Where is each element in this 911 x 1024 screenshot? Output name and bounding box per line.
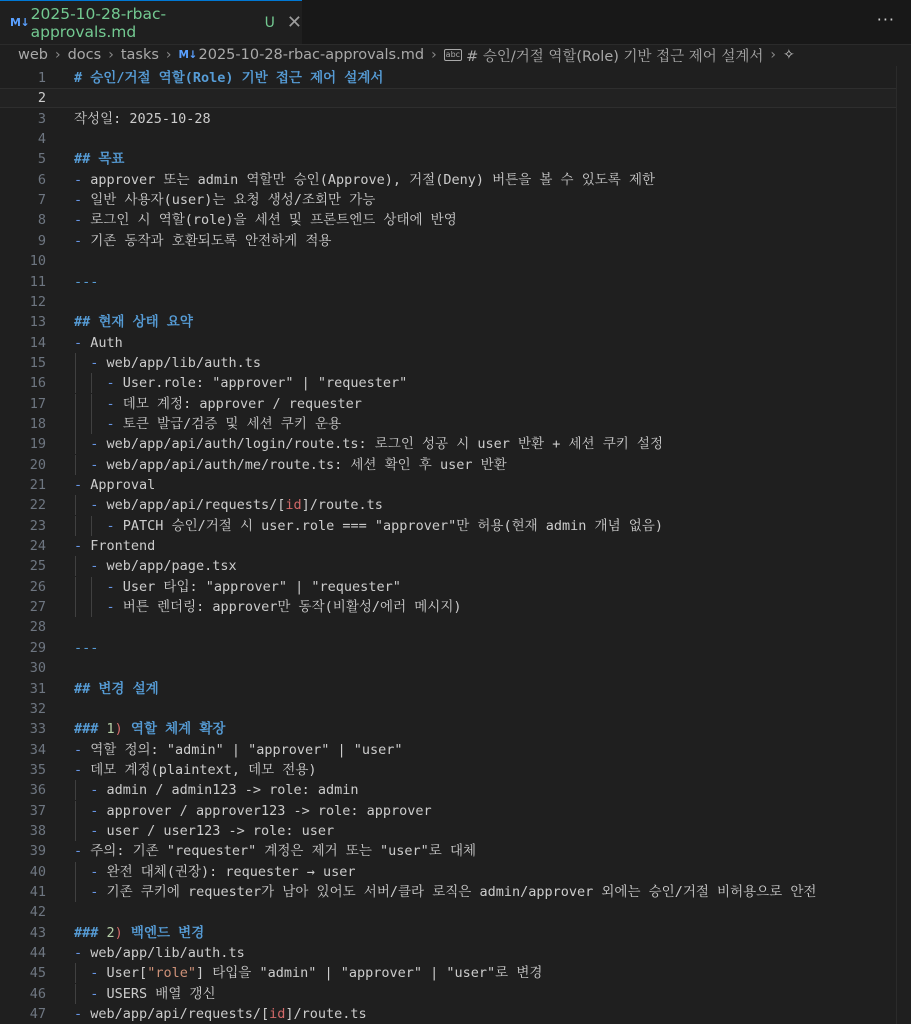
line-number: 32 <box>29 700 46 717</box>
token: ## 현재 상태 요약 <box>74 314 193 331</box>
token: - <box>106 578 115 595</box>
token: 토큰 발급/검증 및 세션 쿠키 운용 <box>114 415 342 432</box>
code-line[interactable] <box>0 719 897 739</box>
token: - <box>74 945 83 962</box>
line-text <box>74 862 355 882</box>
line-number: 47 <box>29 1006 46 1023</box>
token: - <box>106 395 115 412</box>
token: 데모 계정: approver / requester <box>114 395 362 412</box>
line-number: 38 <box>29 822 46 839</box>
code-line[interactable] <box>0 251 897 271</box>
token: - <box>74 212 83 229</box>
line-number: 45 <box>29 965 46 982</box>
line-number: 15 <box>29 354 46 371</box>
code-line[interactable] <box>0 210 897 230</box>
line-number: 33 <box>29 721 46 738</box>
line-text <box>74 272 98 292</box>
more-actions-icon[interactable]: ··· <box>876 10 895 29</box>
line-text <box>74 373 407 393</box>
chevron-right-icon: › <box>165 47 172 63</box>
line-text <box>74 455 507 475</box>
line-text <box>74 536 155 556</box>
token: Auth <box>82 334 123 351</box>
token: 기존 동작과 호환되도록 안전하게 적용 <box>82 232 332 249</box>
code-line[interactable] <box>0 556 897 576</box>
token: 2 <box>106 924 115 941</box>
line-number: 35 <box>29 761 46 778</box>
token: web/app/api/auth/login/route.ts: 로그인 성공 시 user 반환 + 세션 쿠키 설정 <box>98 436 663 453</box>
line-number: 17 <box>29 395 46 412</box>
code-line[interactable] <box>0 434 897 454</box>
token: - <box>90 436 99 453</box>
code-line[interactable] <box>0 801 897 821</box>
line-number: 14 <box>29 334 46 351</box>
breadcrumb <box>0 44 911 66</box>
code-line[interactable] <box>0 699 897 719</box>
breadcrumb-item-tasks[interactable]: tasks <box>120 47 159 63</box>
vertical-scrollbar[interactable] <box>896 66 911 1024</box>
token <box>74 396 107 412</box>
code-line[interactable] <box>0 577 897 597</box>
token: - <box>106 375 115 392</box>
token: - <box>90 456 99 473</box>
token <box>74 558 90 574</box>
token: - <box>90 558 99 575</box>
token: - <box>90 965 99 982</box>
token: 1 <box>106 721 115 738</box>
token: "role" <box>147 965 196 982</box>
token: Approval <box>82 477 156 493</box>
breadcrumb-item-docs[interactable]: docs <box>67 47 102 63</box>
token <box>74 579 107 595</box>
line-number: 44 <box>29 945 46 962</box>
token: ## 목표 <box>74 151 125 168</box>
token <box>74 497 90 513</box>
line-number: 9 <box>37 232 46 249</box>
token: - <box>74 232 83 249</box>
token: - <box>106 599 115 616</box>
token: - <box>74 538 83 555</box>
token: User[ <box>98 965 148 982</box>
chevron-right-icon: › <box>54 47 61 63</box>
token: approver / approver123 -> role: approver <box>98 802 432 819</box>
line-number: 25 <box>29 558 46 575</box>
line-number: 13 <box>29 314 46 331</box>
token <box>74 599 107 615</box>
code-line[interactable] <box>0 923 897 943</box>
tab-filename[interactable]: 2025-10-28-rbac-approvals.md <box>30 4 167 41</box>
token: PATCH 승인/거절 시 user.role === "approver"만 허용(현재 admin 개념 없음) <box>114 517 663 534</box>
code-line[interactable] <box>0 190 897 210</box>
code-line[interactable] <box>0 292 897 312</box>
line-text <box>74 597 461 617</box>
code-line[interactable] <box>0 88 897 108</box>
token: 백엔드 변경 <box>122 924 205 941</box>
token: - <box>74 843 83 860</box>
line-text <box>74 923 204 943</box>
code-line[interactable] <box>0 617 897 637</box>
code-line[interactable] <box>0 516 897 536</box>
token: web/app/api/requests/[ <box>82 1006 270 1023</box>
code-line[interactable] <box>0 821 897 841</box>
token: ]/route.ts <box>301 497 383 514</box>
line-text <box>74 475 155 495</box>
line-number: 19 <box>29 436 46 453</box>
code-line[interactable] <box>0 658 897 678</box>
code-line[interactable] <box>0 68 897 88</box>
token: - <box>90 782 99 799</box>
token: web/app/page.tsx <box>98 558 237 575</box>
token: ) <box>114 721 123 738</box>
line-number: 30 <box>29 660 46 677</box>
line-text <box>74 68 383 88</box>
line-number: 41 <box>29 884 46 900</box>
line-text <box>74 760 317 780</box>
line-number: 22 <box>29 497 46 514</box>
token: - <box>90 884 99 900</box>
line-text <box>74 434 663 454</box>
line-text <box>74 353 261 373</box>
code-line[interactable] <box>0 272 897 292</box>
code-line[interactable] <box>0 394 897 414</box>
line-number: 46 <box>29 985 46 1002</box>
code-line[interactable] <box>0 963 897 983</box>
token: 역할 체계 확장 <box>122 721 226 738</box>
line-number: 36 <box>29 782 46 799</box>
token: 버튼 렌더링: approver만 동작(비활성/에러 메시지) <box>114 599 462 616</box>
token: - <box>74 477 83 493</box>
token <box>74 803 90 819</box>
line-number: 10 <box>29 253 46 270</box>
code-line[interactable] <box>0 1004 897 1024</box>
token: User.role: "approver" | "requester" <box>114 375 408 392</box>
token: - <box>90 985 99 1002</box>
token <box>74 782 90 798</box>
line-text <box>74 516 663 536</box>
chevron-right-icon: › <box>108 47 114 63</box>
token: - <box>74 334 83 351</box>
code-line[interactable] <box>0 638 897 658</box>
markdown-icon: M↓ <box>178 49 197 61</box>
token: web/app/lib/auth.ts <box>98 354 261 371</box>
token <box>74 355 90 371</box>
line-number: 6 <box>37 171 46 188</box>
line-text <box>74 943 245 963</box>
line-text <box>74 984 216 1004</box>
token: 데모 계정(plaintext, 데모 전용) <box>82 761 317 778</box>
token: User 타입: "approver" | "requester" <box>114 578 401 595</box>
line-number: 31 <box>29 680 46 697</box>
token <box>74 986 90 1002</box>
breadcrumb-item-symbol[interactable]: # 승인/거절 역할(Role) 기반 접근 제어 설계서 <box>466 48 764 65</box>
token: - <box>90 802 99 819</box>
editor-area[interactable] <box>0 66 911 1024</box>
line-number: 28 <box>29 619 46 636</box>
token: ### <box>74 721 107 738</box>
line-text <box>74 719 225 739</box>
line-text <box>74 821 334 841</box>
token: --- <box>74 639 99 656</box>
code-line[interactable] <box>0 475 897 495</box>
line-number: 29 <box>29 639 46 656</box>
token <box>74 864 90 880</box>
code-line[interactable] <box>0 455 897 475</box>
token <box>74 965 90 981</box>
line-text <box>74 801 432 821</box>
token: - <box>74 741 83 758</box>
chevron-right-icon: › <box>431 47 437 63</box>
code-line[interactable] <box>0 333 897 353</box>
token: 일반 사용자(user)는 요청 생성/조회만 가능 <box>82 192 376 209</box>
code-line[interactable] <box>0 170 897 190</box>
line-text <box>74 190 375 210</box>
token: id <box>269 1006 286 1023</box>
line-text <box>74 149 124 169</box>
line-number: 40 <box>29 863 46 880</box>
token: - <box>74 1006 83 1023</box>
line-number: 5 <box>37 151 46 168</box>
token: approver 또는 admin 역할만 승인(Approve), 거절(Deny) 버튼을 볼 수 있도록 제한 <box>82 171 656 188</box>
line-text <box>74 882 816 902</box>
token: id <box>285 497 302 514</box>
line-number: 24 <box>29 538 46 555</box>
code-line[interactable] <box>0 597 897 617</box>
editor-tab[interactable] <box>0 0 302 44</box>
line-text <box>74 679 159 699</box>
token: web/app/lib/auth.ts <box>82 945 245 962</box>
token: - <box>90 354 99 371</box>
token: ] 타입을 "admin" | "approver" | "user"로 변경 <box>195 965 543 982</box>
code-line[interactable] <box>0 536 897 556</box>
line-number: 21 <box>29 477 46 493</box>
code-line[interactable] <box>0 149 897 169</box>
token: 로그인 시 역할(role)을 세션 및 프론트엔드 상태에 반영 <box>82 212 457 229</box>
line-text <box>74 333 123 353</box>
token: admin / admin123 -> role: admin <box>98 782 359 799</box>
line-text <box>74 170 655 190</box>
code-line[interactable] <box>0 129 897 149</box>
token: ## 변경 설계 <box>74 680 159 697</box>
line-text <box>74 1004 367 1024</box>
line-number: 18 <box>29 415 46 432</box>
code-line[interactable] <box>0 984 897 1004</box>
line-number: 37 <box>29 802 46 819</box>
breadcrumb-item-web[interactable]: web <box>18 47 48 63</box>
token: ]/route.ts <box>285 1006 367 1023</box>
token: 완전 대체(권장): requester → user <box>98 863 356 880</box>
line-number: 27 <box>29 599 46 616</box>
tab-bar <box>0 0 911 45</box>
token: USERS 배열 갱신 <box>98 985 216 1002</box>
line-number: 3 <box>37 110 46 127</box>
line-text <box>74 495 383 515</box>
line-text <box>74 963 542 983</box>
line-number: 39 <box>29 843 46 860</box>
token <box>74 884 90 900</box>
token: - <box>74 192 83 209</box>
token <box>74 375 107 391</box>
line-text <box>74 210 457 230</box>
token <box>74 457 90 473</box>
token: - <box>90 497 99 514</box>
token: user / user123 -> role: user <box>98 822 335 839</box>
token: # 승인/거절 역할(Role) 기반 접근 제어 설계서 <box>74 70 384 86</box>
line-number: 20 <box>29 456 46 473</box>
code-line[interactable] <box>0 882 897 902</box>
line-text <box>74 841 476 861</box>
line-number: 43 <box>29 924 46 941</box>
close-icon[interactable]: ✕ <box>286 12 302 33</box>
code-line[interactable] <box>0 841 897 861</box>
line-number: 7 <box>37 192 46 209</box>
token: ### <box>74 924 107 941</box>
code-line[interactable] <box>0 943 897 963</box>
line-text <box>74 556 237 576</box>
line-text <box>74 638 98 658</box>
token: 역할 정의: "admin" | "approver" | "user" <box>82 741 403 758</box>
line-text <box>74 231 331 251</box>
token <box>74 416 107 432</box>
code-line[interactable] <box>0 414 897 434</box>
token: ) <box>114 924 123 941</box>
sparkle-icon[interactable]: ✧ <box>783 47 795 63</box>
token: --- <box>74 273 99 290</box>
line-text <box>74 394 362 414</box>
token: - <box>106 415 115 432</box>
token: web/app/api/requests/[ <box>98 497 286 514</box>
line-number: 12 <box>29 293 46 310</box>
code-line[interactable] <box>0 862 897 882</box>
code-line[interactable] <box>0 231 897 251</box>
code-line[interactable] <box>0 679 897 699</box>
code-line[interactable] <box>0 780 897 800</box>
chevron-right-icon: › <box>770 47 777 63</box>
token <box>74 518 107 534</box>
token: web/app/api/auth/me/route.ts: 세션 확인 후 user 반환 <box>98 456 507 473</box>
line-number: 4 <box>37 131 46 148</box>
line-number: 1 <box>37 70 46 86</box>
line-number: 8 <box>37 212 46 229</box>
line-number: 34 <box>29 741 46 758</box>
token <box>74 436 90 452</box>
line-number: 42 <box>29 904 46 921</box>
line-text <box>74 577 401 597</box>
token: 기존 쿠키에 requester가 남아 있어도 서버/클라 로직은 admin/approver 외에는 승인/거절 비허용으로 안전 <box>98 884 817 900</box>
code-line[interactable] <box>0 740 897 760</box>
token <box>74 823 90 839</box>
token: - <box>74 761 83 778</box>
line-number: 11 <box>29 273 46 290</box>
code-line[interactable] <box>0 353 897 373</box>
line-text <box>74 780 359 800</box>
code-line[interactable] <box>0 312 897 332</box>
token: - <box>90 822 99 839</box>
string-symbol-icon: abc <box>445 50 461 59</box>
line-number: 23 <box>29 517 46 534</box>
code-line[interactable] <box>0 902 897 922</box>
code-line[interactable] <box>0 109 897 129</box>
token: - <box>106 517 115 534</box>
markdown-icon: M↓ <box>10 16 30 29</box>
token: - <box>90 863 99 880</box>
token: - <box>74 171 83 188</box>
line-text <box>74 414 341 434</box>
token: 주의: 기존 "requester" 계정은 제거 또는 "user"로 대체 <box>82 843 477 860</box>
line-number: 2 <box>37 90 46 107</box>
token: 작성일: 2025-10-28 <box>74 110 211 127</box>
line-text <box>74 109 211 129</box>
breadcrumb-item-file[interactable]: 2025-10-28-rbac-approvals.md <box>198 47 425 63</box>
line-number: 26 <box>29 578 46 595</box>
untracked-status-badge: U <box>264 14 275 31</box>
code-line[interactable] <box>0 373 897 393</box>
line-text <box>74 740 403 760</box>
code-line[interactable] <box>0 495 897 515</box>
line-text <box>74 312 193 332</box>
line-number: 16 <box>29 375 46 392</box>
code-line[interactable] <box>0 760 897 780</box>
token: Frontend <box>82 538 156 555</box>
